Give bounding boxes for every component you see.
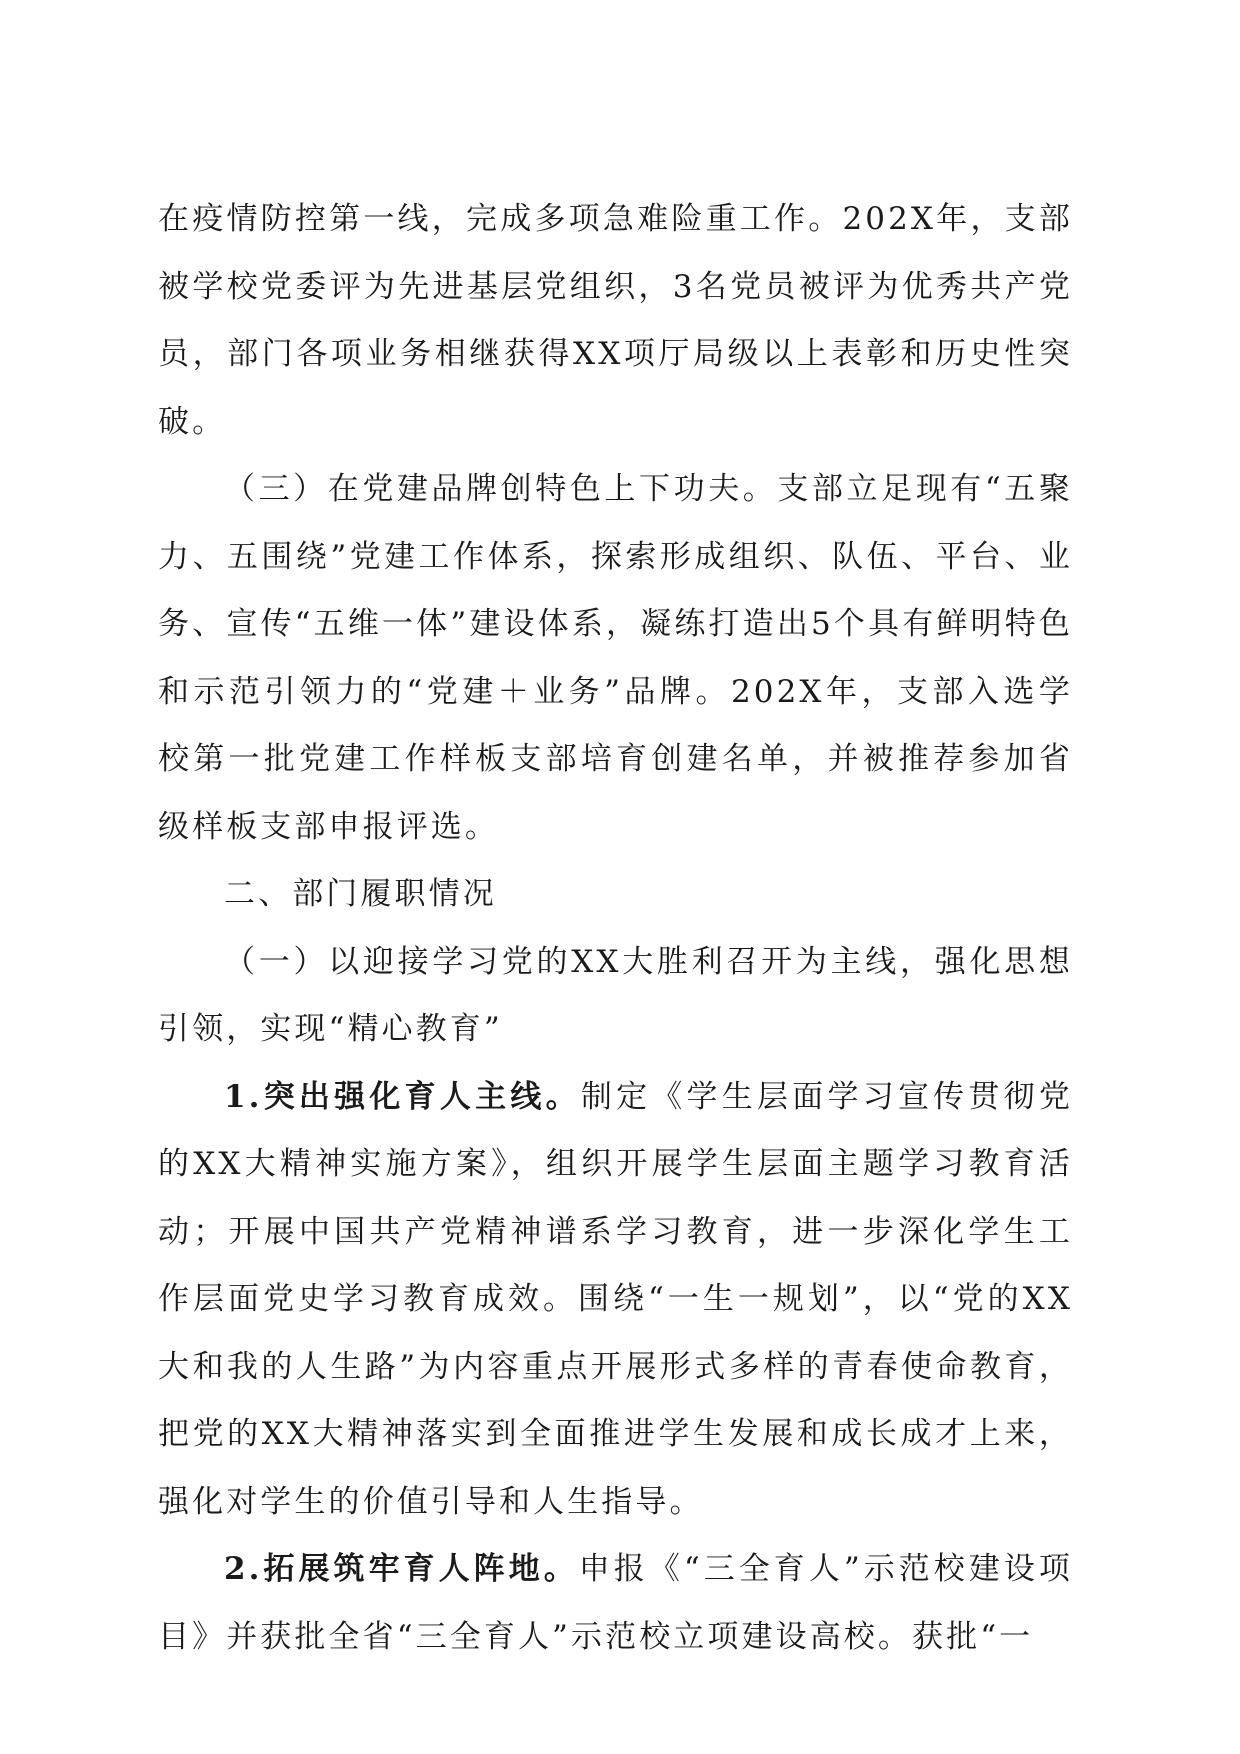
paragraph-epidemic-work: 在疫情防控第一线，完成多项急难险重工作。202X年，支部被学校党委评为先进基层党组织，3名党员被评为优秀共产党员，部门各项业务相继获得XX项厅局级以上表彰和历史性突破。 (158, 201, 1073, 440)
document-page (158, 186, 1073, 1671)
paragraph-education-positions (158, 1536, 1073, 1671)
subsection-heading-education: （一）以迎接学习党的XX大胜利召开为主线，强化思想引领，实现“精心教育” (158, 943, 1073, 1047)
paragraph-party-brand: （三）在党建品牌创特色上下功夫。支部立足现有“五聚力、五围绕”党建工作体系，探索形成组织、队伍、平台、业务、宣传“五维一体”建设体系，凝练打造出5个具有鲜明特色和示范引领力的“党建＋业务”品牌。202X年，支部入选学校第一批党建工作样板支部培育创建名单，并被推荐参加省级样板支部申报评选。 (158, 471, 1073, 845)
paragraph-body-mainline: 制定《学生层面学习宣传贯彻党的XX大精神实施方案》，组织开展学生层面主题学习教育活动；开展中国共产党精神谱系学习教育，进一步深化学生工作层面党史学习教育成效。围绕“一生一规划”，以“党的XX大和我的人生路”为内容重点开展形式多样的青春使命教育，把党的XX大精神落实到全面推进学生发展和成长成才上来，强化对学生的价值引导和人生指导。 (158, 1078, 1073, 1520)
section-heading-duties: 二、部门履职情况 (224, 876, 497, 912)
paragraph-education-mainline (158, 1064, 1073, 1537)
paragraph-lead-mainline: 1.突出强化育人主线。 (224, 1078, 581, 1115)
paragraph-body-positions: 申报《“三全育人”示范校建设项目》并获批全省“三全育人”示范校立项建设高校。获批“一 (158, 1551, 1073, 1655)
paragraph-lead-positions: 2.拓展筑牢育人阵地。 (224, 1551, 579, 1587)
